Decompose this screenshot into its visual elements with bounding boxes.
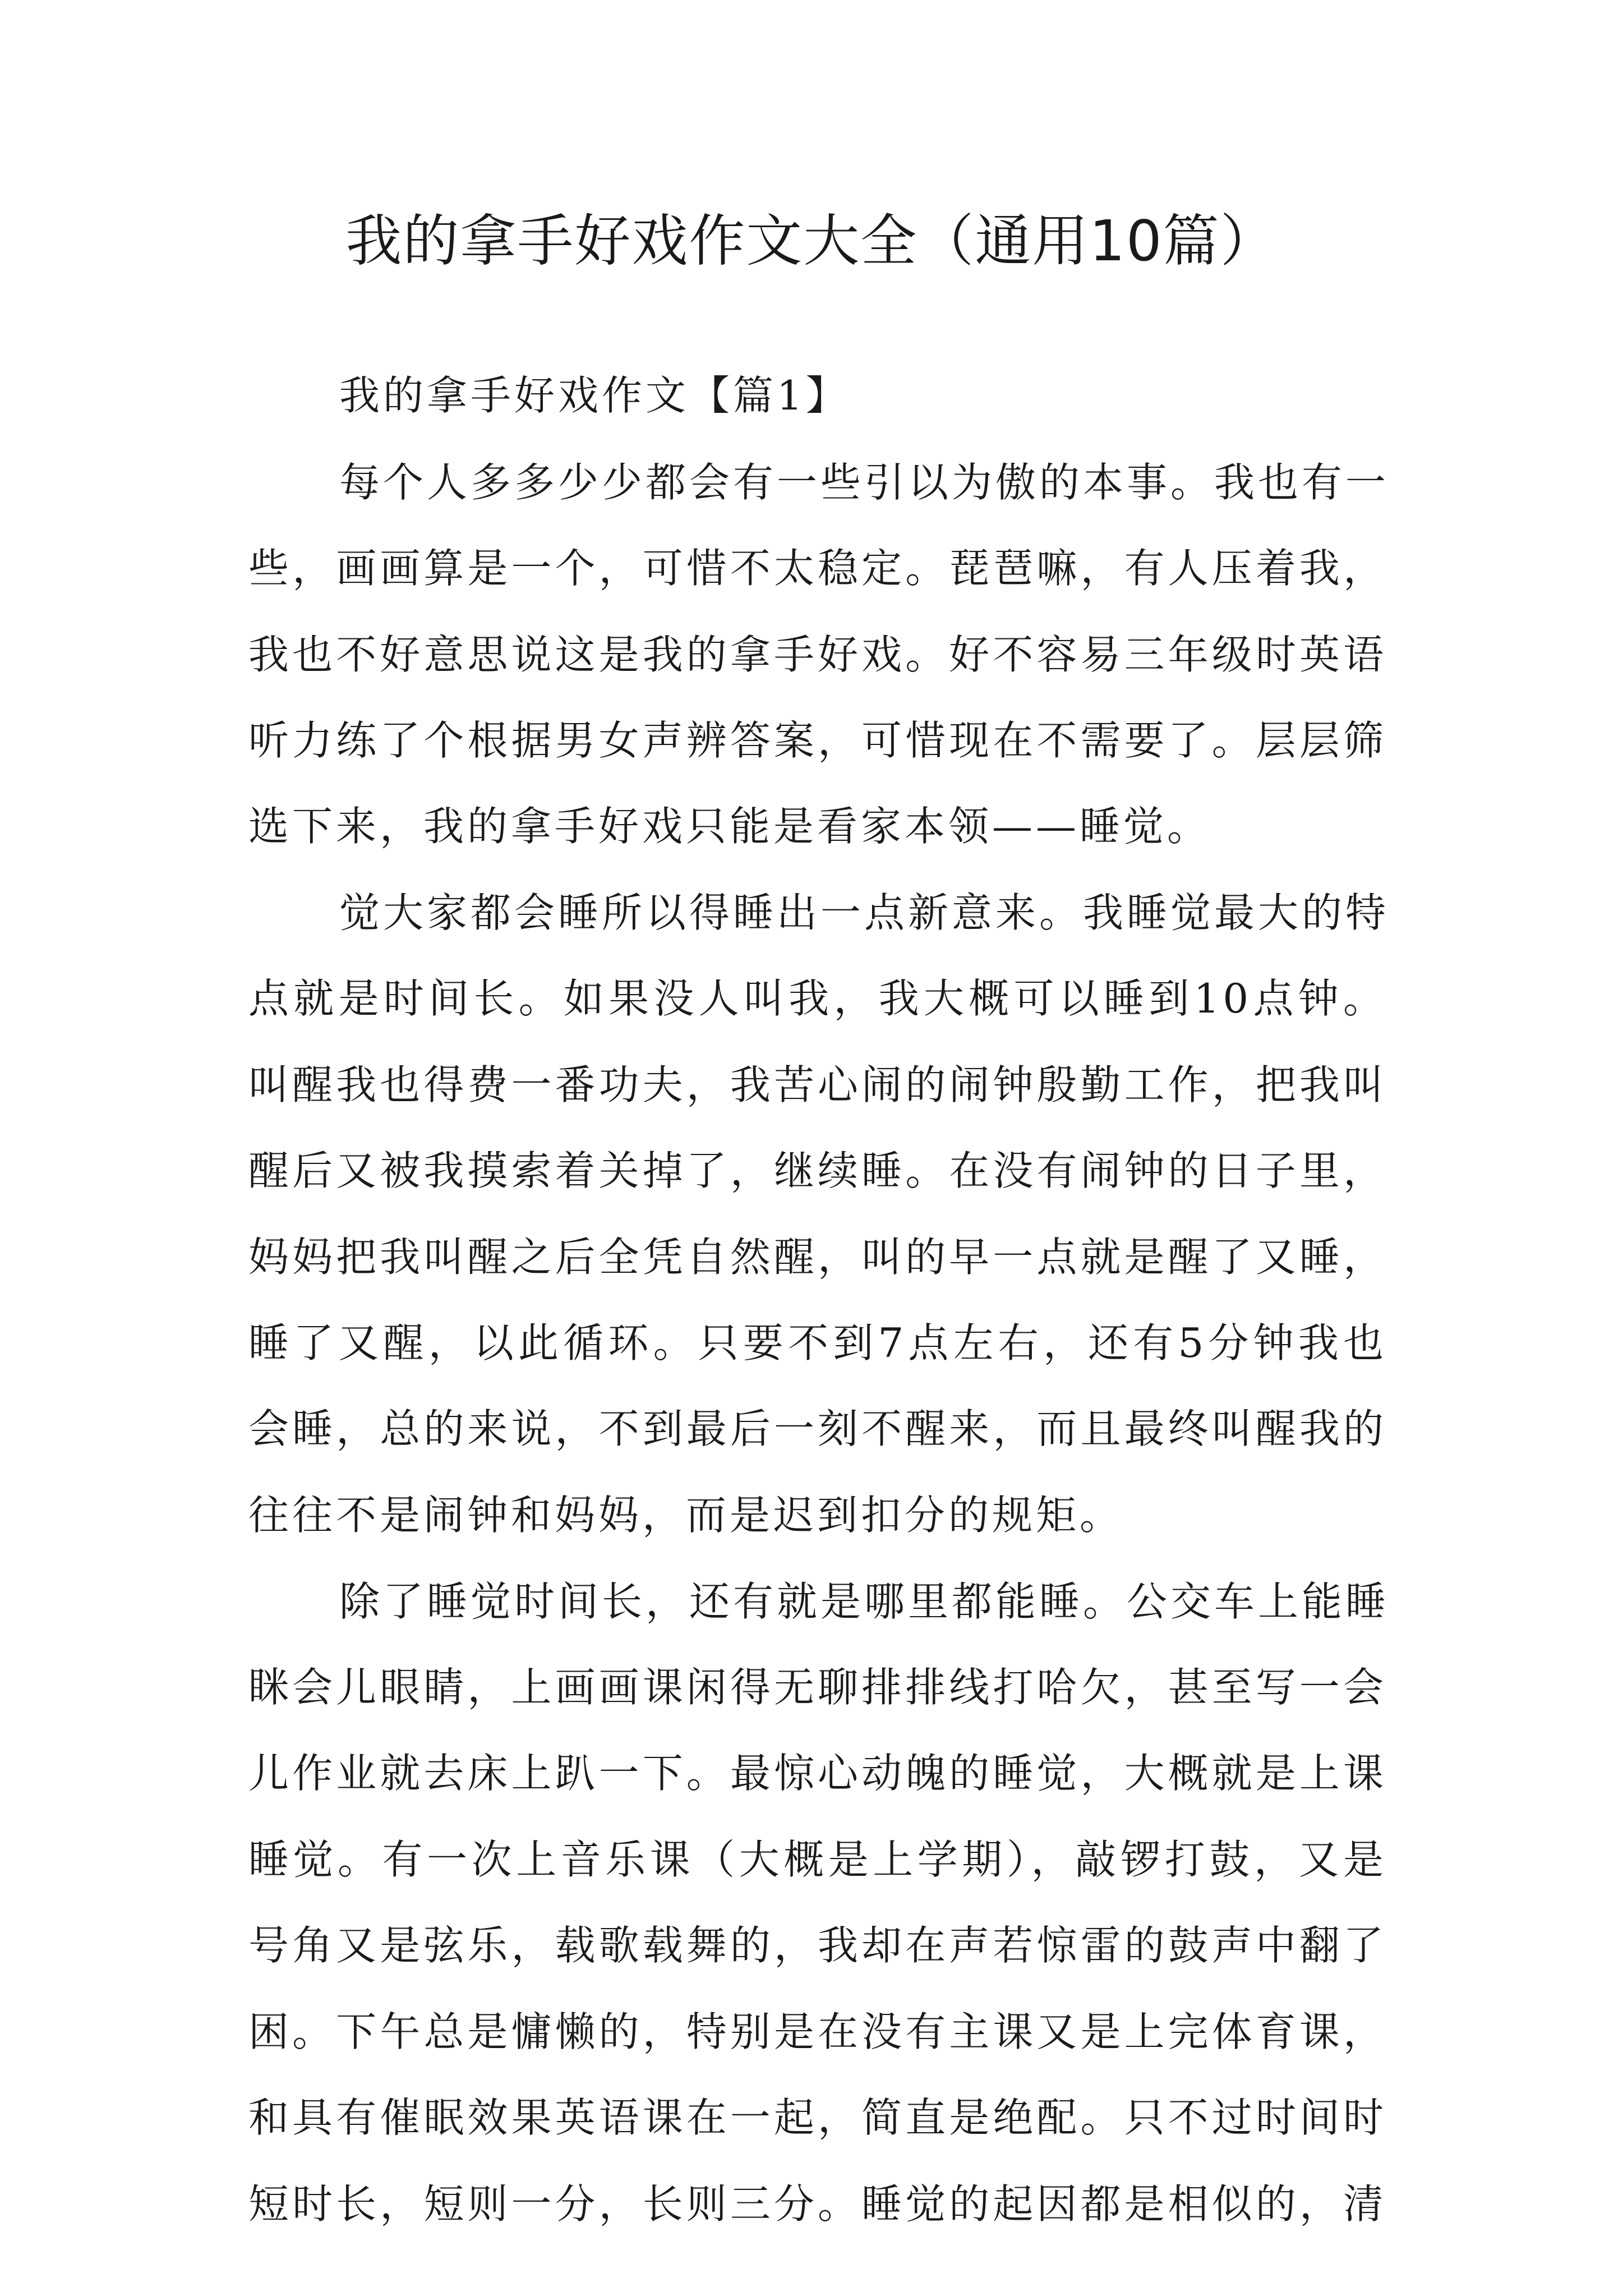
paragraph-line: 儿作业就去床上趴一下。最惊心动魄的睡觉，大概就是上课 [248,1750,1387,1797]
paragraph-line: 除了睡觉时间长，还有就是哪里都能睡。公交车上能睡 [339,1578,1390,1625]
paragraph-line: 睡觉。有一次上音乐课（大概是上学期），敲锣打鼓，又是 [248,1836,1387,1883]
paragraph-line: 我也不好意思说这是我的拿手好戏。好不容易三年级时英语 [248,631,1387,678]
paragraph-line: 睡了又醒，以此循环。只要不到7点左右，还有5分钟我也 [248,1319,1387,1366]
paragraph-line: 和具有催眠效果英语课在一起，简直是绝配。只不过时间时 [248,2094,1387,2141]
section-heading: 我的拿手好戏作文【篇1】 [339,372,850,419]
paragraph-line: 点就是时间长。如果没人叫我，我大概可以睡到10点钟。 [248,975,1387,1022]
paragraph-line: 往往不是闹钟和妈妈，而是迟到扣分的规矩。 [248,1492,1124,1539]
paragraph-line: 叫醒我也得费一番功夫，我苦心闹的闹钟殷勤工作，把我叫 [248,1061,1387,1108]
paragraph-line: 眯会儿眼睛，上画画课闲得无聊排排线打哈欠，甚至写一会 [248,1664,1387,1711]
paragraph-line: 会睡，总的来说，不到最后一刻不醒来，而且最终叫醒我的 [248,1405,1387,1452]
paragraph-line: 困。下午总是慵懒的，特别是在没有主课又是上完体育课， [248,2008,1387,2055]
paragraph-line: 觉大家都会睡所以得睡出一点新意来。我睡觉最大的特 [339,889,1390,936]
paragraph-line: 选下来，我的拿手好戏只能是看家本领——睡觉。 [248,803,1211,850]
paragraph-line: 每个人多多少少都会有一些引以为傲的本事。我也有一 [339,459,1390,506]
paragraph-line: 些，画画算是一个，可惜不太稳定。琵琶嘛，有人压着我， [248,545,1387,592]
paragraph-line: 妈妈把我叫醒之后全凭自然醒，叫的早一点就是醒了又睡， [248,1234,1387,1281]
paragraph-line: 听力练了个根据男女声辨答案，可惜现在不需要了。层层筛 [248,717,1387,764]
paragraph-line: 短时长，短则一分，长则三分。睡觉的起因都是相似的，清 [248,2180,1387,2228]
document-title: 我的拿手好戏作文大全（通用10篇） [345,208,1278,274]
paragraph-line: 号角又是弦乐，载歌载舞的，我却在声若惊雷的鼓声中翻了 [248,1922,1387,1969]
paragraph-line: 醒后又被我摸索着关掉了，继续睡。在没有闹钟的日子里， [248,1147,1387,1194]
